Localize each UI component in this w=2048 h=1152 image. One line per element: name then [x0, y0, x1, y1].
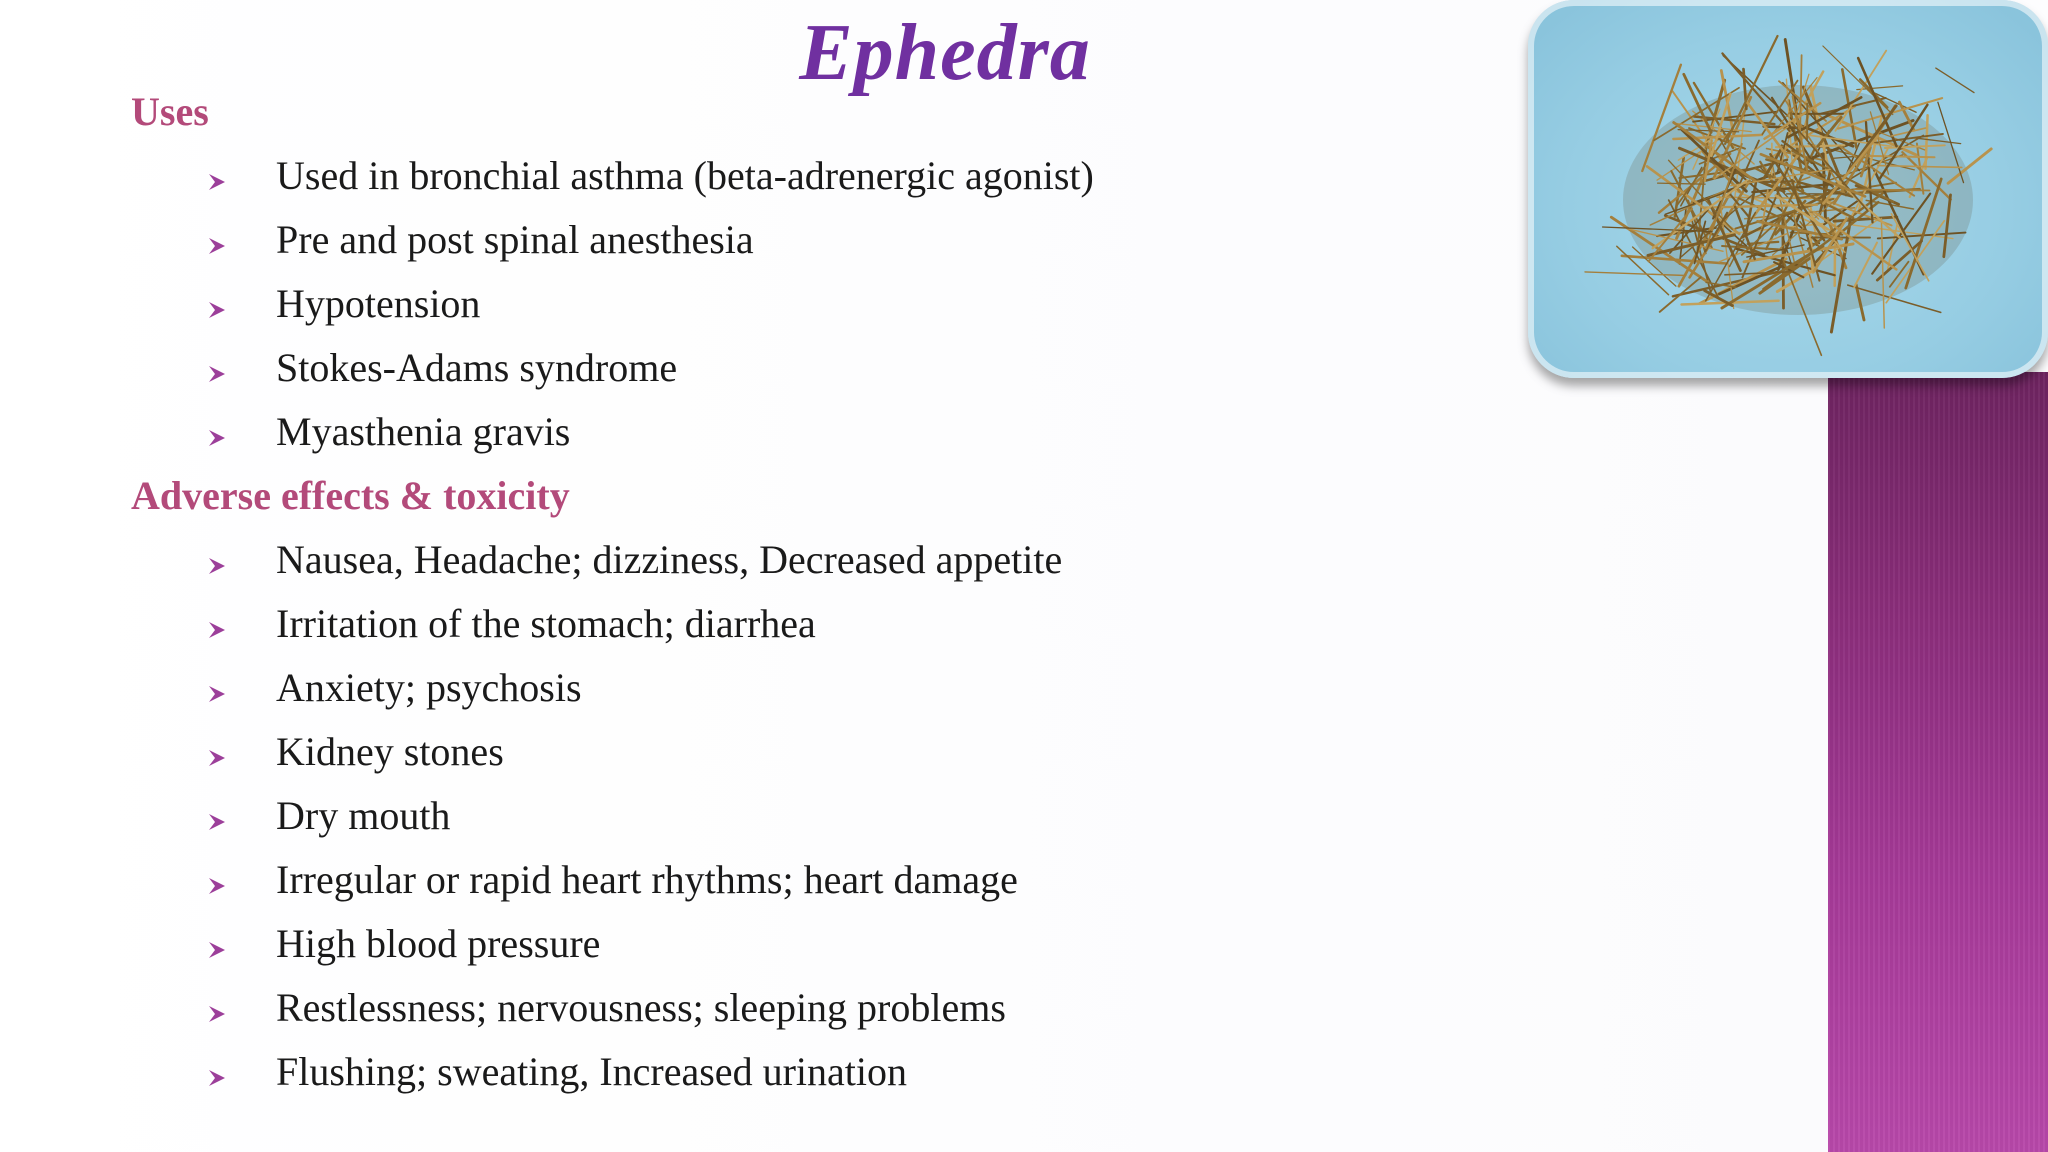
list-item-text: Irritation of the stomach; diarrhea: [276, 601, 816, 646]
arrowhead-bullet-icon: [207, 812, 227, 832]
arrowhead-bullet-icon: [207, 940, 227, 960]
list-item-text: Dry mouth: [276, 793, 451, 838]
list-item-text: Nausea, Headache; dizziness, Decreased appetite: [276, 537, 1063, 582]
list-item-text: Kidney stones: [276, 729, 504, 774]
arrowhead-bullet-icon: [207, 620, 227, 640]
list-item-text: Myasthenia gravis: [276, 409, 571, 454]
arrowhead-bullet-icon: [207, 556, 227, 576]
arrowhead-bullet-icon: [207, 300, 227, 320]
arrowhead-bullet-icon: [207, 172, 227, 192]
ephedra-stem: [1936, 68, 1974, 93]
arrowhead-bullet-icon: [207, 428, 227, 448]
arrowhead-bullet-icon: [207, 1068, 227, 1088]
list-item-text: Flushing; sweating, Increased urination: [276, 1049, 907, 1094]
list-item-text: Restlessness; nervousness; sleeping problems: [276, 985, 1006, 1030]
arrowhead-bullet-icon: [207, 1004, 227, 1024]
section-heading-adverse-effects: Adverse effects & toxicity: [131, 473, 570, 518]
list-item-text: Anxiety; psychosis: [276, 665, 582, 710]
list-item-text: Used in bronchial asthma (beta-adrenergic agonist): [276, 153, 1094, 198]
slide-title: Ephedra: [799, 9, 1091, 97]
section-heading-uses: Uses: [131, 89, 209, 134]
ephedra-stem: [1854, 189, 1929, 190]
arrowhead-bullet-icon: [207, 748, 227, 768]
list-item-text: Stokes-Adams syndrome: [276, 345, 678, 390]
list-item-text: High blood pressure: [276, 921, 601, 966]
ephedra-stem: [1865, 156, 1934, 157]
arrowhead-bullet-icon: [207, 236, 227, 256]
list-item-text: Hypotension: [276, 281, 481, 326]
arrowhead-bullet-icon: [207, 876, 227, 896]
arrowhead-bullet-icon: [207, 684, 227, 704]
decorative-side-bar: [1828, 372, 2048, 1152]
list-item-text: Irregular or rapid heart rhythms; heart damage: [276, 857, 1018, 902]
arrowhead-bullet-icon: [207, 364, 227, 384]
list-item-text: Pre and post spinal anesthesia: [276, 217, 754, 262]
